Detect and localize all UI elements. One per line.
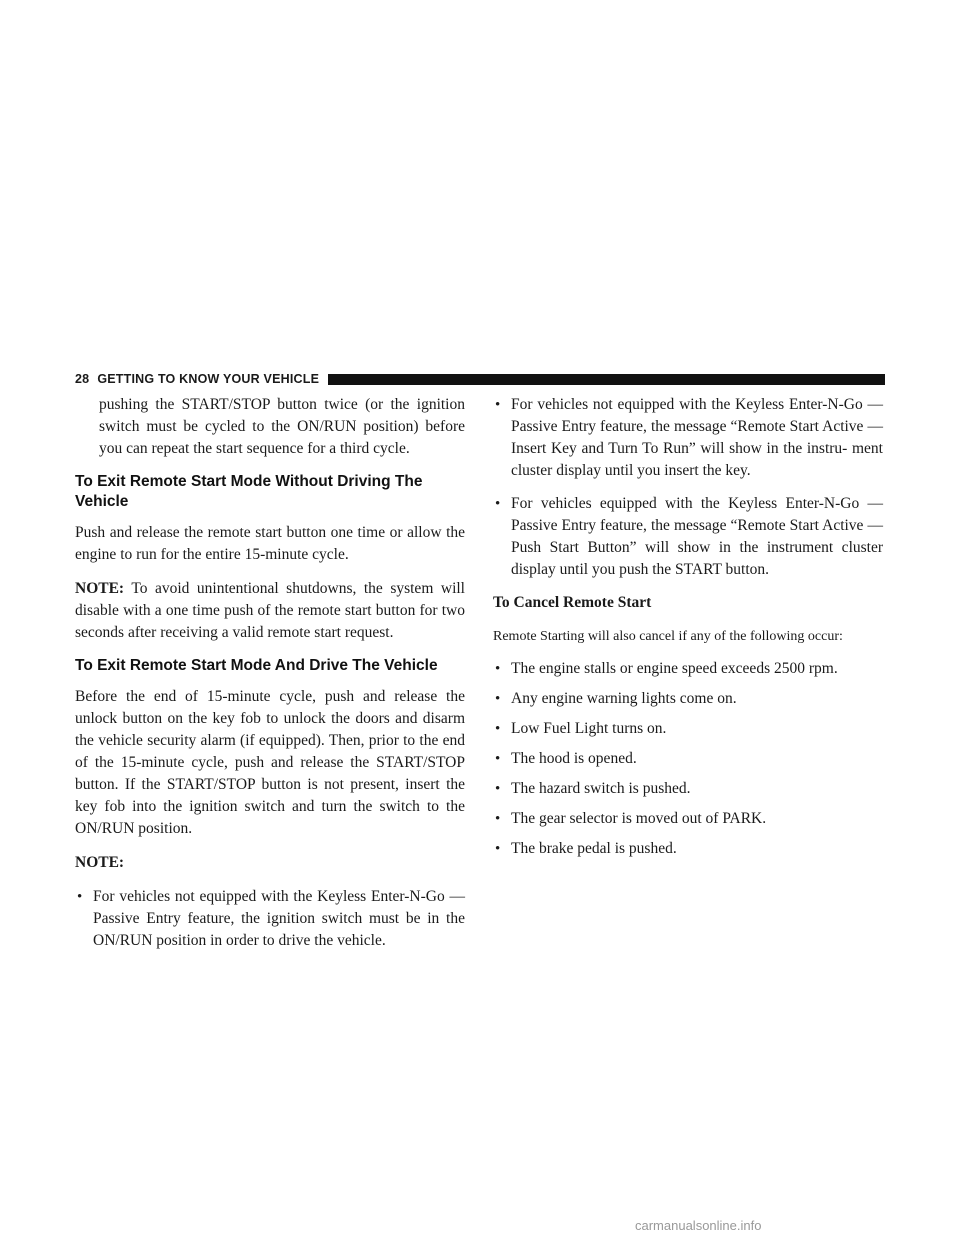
bullet-icon: • <box>495 721 501 737</box>
list-item-text: The hazard switch is pushed. <box>511 780 691 797</box>
continuation-paragraph: pushing the START/STOP button twice (or the ignition switch must be cycled to the ON/RUN position) before you can repeat the start sequence for a third cycle. <box>99 396 465 457</box>
bullet-icon: • <box>495 691 501 707</box>
section-heading-exit-and-drive: To Exit Remote Start Mode And Drive The Vehicle <box>75 657 438 674</box>
note-label: NOTE: <box>75 580 125 597</box>
list-item-text: The brake pedal is pushed. <box>511 840 677 857</box>
section-heading-exit-without-driving: To Exit Remote Start Mode Without Driving The Vehicle <box>75 473 423 510</box>
exit-without-driving-paragraph: Push and release the remote start button one time or allow the engine to run for the entire 15-minute cycle. <box>75 524 465 563</box>
bullet-icon: • <box>77 889 83 905</box>
page-header <box>75 371 885 387</box>
list-item <box>75 886 465 952</box>
list-item-text: The engine stalls or engine speed exceeds 2500 rpm. <box>511 660 838 677</box>
bullet-icon: • <box>495 811 501 827</box>
bullet-icon: • <box>495 751 501 767</box>
list-item <box>493 808 883 830</box>
right-column <box>493 394 883 868</box>
list-item <box>493 493 883 581</box>
cancel-remote-start-heading: To Cancel Remote Start <box>493 594 652 611</box>
list-item <box>493 658 883 680</box>
list-item <box>493 718 883 740</box>
note-paragraph <box>75 578 465 644</box>
bullet-icon: • <box>495 661 501 677</box>
list-item-text: The gear selector is moved out of PARK. <box>511 810 767 827</box>
bullet-icon: • <box>495 841 501 857</box>
bullet-icon: • <box>495 781 501 797</box>
note-bullet-list <box>75 886 465 952</box>
list-item-text: Low Fuel Light turns on. <box>511 720 667 737</box>
section-title: GETTING TO KNOW YOUR VEHICLE <box>97 372 320 386</box>
page-number: 28 <box>75 372 90 386</box>
left-column <box>75 394 465 963</box>
header-rule <box>328 374 885 385</box>
list-item-text: For vehicles equipped with the Keyless Enter-N-Go — Passive Entry feature, the message “Remote Start Active — Push Start Button” will show in the instrument cluster display until you push the START button. <box>511 495 883 578</box>
list-item <box>493 838 883 860</box>
list-item <box>493 778 883 800</box>
cancel-intro-text: Remote Starting will also cancel if any of the following occur: <box>493 629 843 644</box>
note-text: To avoid unintentional shutdowns, the system will disable with a one time push of the remote start button for two seconds after receiving a valid remote start request. <box>75 580 465 641</box>
list-item-text: For vehicles not equipped with the Keyless Enter-N-Go — Passive Entry feature, the ignition switch must be in the ON/RUN position in order to drive the vehicle. <box>93 888 465 949</box>
list-item <box>493 394 883 482</box>
list-item-text: Any engine warning lights come on. <box>511 690 737 707</box>
list-item <box>493 688 883 710</box>
list-item <box>493 748 883 770</box>
watermark: carmanualsonline.info <box>635 1218 762 1233</box>
message-bullet-list <box>493 394 883 581</box>
note-heading: NOTE: <box>75 854 125 871</box>
bullet-icon: • <box>495 496 501 512</box>
exit-and-drive-paragraph: Before the end of 15-minute cycle, push and release the unlock button on the key fob to unlock the doors and disarm the vehicle security alarm (if equipped). Then, prior to the end of the 15-minute cycle, push and release the START/STOP button. If the START/STOP button is not present, insert the key fob into the ignition switch and turn the switch to the ON/RUN position. <box>75 688 465 837</box>
list-item-text: For vehicles not equipped with the Keyless Enter-N-Go — Passive Entry feature, the message “Remote Start Active — Insert Key and Turn To Run” will show in the instru- ment cluster display until you insert the key. <box>511 396 883 479</box>
cancel-conditions-list <box>493 658 883 860</box>
list-item-text: The hood is opened. <box>511 750 637 767</box>
bullet-icon: • <box>495 397 501 413</box>
